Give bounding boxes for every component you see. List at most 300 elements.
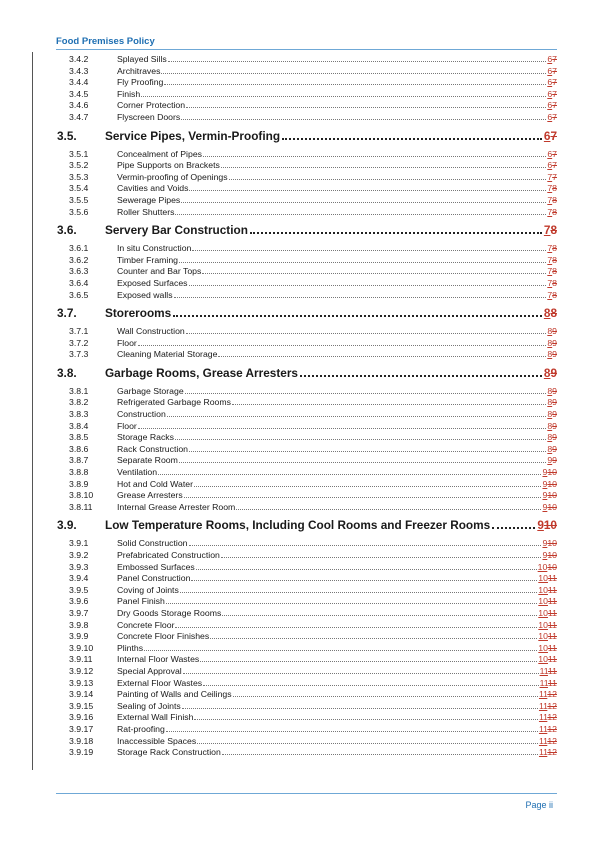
toc-entry-title: Prefabricated Construction: [117, 550, 220, 560]
toc-entry[interactable]: [57, 596, 557, 608]
toc-page-reference[interactable]: [542, 538, 557, 550]
toc-entry-title: Painting of Walls and Ceilings: [117, 689, 232, 700]
toc-page-reference[interactable]: [547, 100, 557, 112]
dot-leader: [185, 392, 547, 394]
inserted-page-number: 11: [538, 735, 548, 746]
inserted-page-number: 6: [547, 77, 553, 88]
toc-entry[interactable]: [57, 195, 557, 207]
toc-entry-title: Ventilation: [117, 467, 158, 478]
inserted-page-number: 7: [547, 243, 553, 254]
table-of-contents: [57, 54, 557, 759]
inserted-page-number: 9: [542, 490, 548, 501]
toc-entry[interactable]: [57, 54, 557, 66]
inserted-page-number: 6: [547, 88, 553, 99]
toc-page-reference[interactable]: [542, 479, 557, 491]
toc-entry[interactable]: [57, 467, 557, 479]
toc-section-heading[interactable]: [57, 223, 557, 238]
toc-entry-title: In situ Construction: [117, 243, 192, 254]
inserted-page-number: 11: [539, 665, 548, 676]
toc-entry-title: Floor: [117, 420, 137, 431]
toc-entry-number: 3.9.19: [69, 747, 94, 758]
toc-entry-number: 3.9.15: [69, 700, 94, 711]
toc-entry-title: Architraves: [117, 65, 161, 76]
toc-page-reference[interactable]: [542, 467, 557, 479]
toc-entry-number: 3.8.9: [69, 478, 89, 489]
toc-entry-number: 3.9.18: [69, 735, 94, 746]
dot-leader: [175, 438, 546, 440]
deleted-page-number: 8: [552, 266, 557, 277]
toc-entry-number: 3.5.4: [69, 183, 89, 194]
toc-entry-title: Roller Shutters: [117, 206, 175, 217]
toc-entry[interactable]: [57, 77, 557, 89]
inserted-page-number: 7: [547, 183, 553, 194]
toc-entry-title: Panel Finish: [117, 596, 165, 607]
deleted-page-number: 11: [547, 677, 557, 688]
toc-page-reference[interactable]: [547, 421, 557, 433]
toc-page-reference[interactable]: [547, 290, 557, 302]
toc-entry[interactable]: [57, 89, 557, 101]
toc-entry-title: Internal Floor Wastes: [117, 654, 200, 665]
toc-entry-title: Dry Goods Storage Rooms: [117, 607, 222, 618]
inserted-page-number: 10: [538, 654, 548, 665]
toc-page-reference[interactable]: [547, 89, 557, 101]
toc-page-reference[interactable]: [539, 689, 557, 701]
inserted-page-number: 9: [547, 455, 553, 466]
toc-entry-number: 3.8.10: [69, 490, 94, 501]
toc-entry[interactable]: [57, 631, 557, 643]
toc-page-reference[interactable]: [538, 654, 557, 666]
toc-entry[interactable]: [57, 172, 557, 184]
inserted-page-number: 6: [547, 148, 553, 159]
toc-entry-number: 3.9.4: [69, 573, 89, 584]
dot-leader: [166, 602, 537, 604]
toc-page-reference[interactable]: [539, 724, 557, 736]
deleted-page-number: 8: [552, 289, 557, 300]
toc-entry-title: Embossed Surfaces: [117, 561, 195, 572]
toc-entry-number: 3.8.6: [69, 443, 89, 454]
toc-page-reference[interactable]: [542, 550, 557, 562]
toc-page-reference[interactable]: [547, 349, 557, 361]
inserted-page-number: 6: [543, 128, 551, 143]
inserted-page-number: 6: [547, 65, 553, 76]
toc-entry-title: Coving of Joints: [117, 584, 179, 595]
inserted-page-number: 7: [547, 194, 553, 205]
toc-entry-number: 3.9.: [57, 518, 77, 533]
inserted-page-number: 7: [547, 266, 553, 277]
toc-entry-title: Solid Construction: [117, 538, 188, 549]
dot-leader: [200, 660, 537, 662]
toc-entry[interactable]: [57, 409, 557, 421]
toc-entry-title: Hot and Cold Water: [117, 478, 193, 489]
toc-entry[interactable]: [57, 455, 557, 467]
toc-page-reference[interactable]: [538, 573, 557, 585]
toc-entry-title: Plinths: [117, 642, 144, 653]
inserted-page-number: 10: [537, 561, 548, 572]
inserted-page-number: 7: [547, 206, 553, 217]
dot-leader: [218, 355, 546, 357]
deleted-page-number: 8: [552, 277, 557, 288]
toc-entry[interactable]: [57, 444, 557, 456]
dot-leader: [181, 118, 546, 120]
toc-page-reference[interactable]: [538, 596, 557, 608]
page-number: Page ii: [525, 800, 553, 810]
inserted-page-number: 8: [547, 385, 553, 396]
dot-leader: [168, 60, 547, 62]
inserted-page-number: 8: [543, 365, 551, 380]
inserted-page-number: 11: [538, 747, 548, 758]
toc-page-reference[interactable]: [544, 129, 557, 144]
toc-entry[interactable]: [57, 538, 557, 550]
toc-page-reference[interactable]: [547, 149, 557, 161]
inserted-page-number: 11: [539, 677, 548, 688]
toc-page-reference[interactable]: [538, 562, 557, 574]
toc-entry-number: 3.6.1: [69, 243, 89, 254]
toc-entry-title: Grease Arresters: [117, 490, 183, 501]
inserted-page-number: 10: [538, 584, 548, 595]
deleted-page-number: 9: [552, 326, 557, 337]
toc-entry-number: 3.6.: [57, 223, 77, 238]
toc-page-reference[interactable]: [544, 306, 557, 321]
toc-entry[interactable]: [57, 397, 557, 409]
toc-entry[interactable]: [57, 573, 557, 585]
dot-leader: [203, 684, 538, 686]
dot-leader: [203, 155, 546, 157]
toc-entry[interactable]: [57, 207, 557, 219]
inserted-page-number: 9: [542, 550, 548, 560]
toc-page-reference[interactable]: [539, 701, 557, 713]
inserted-page-number: 8: [547, 420, 553, 431]
toc-entry[interactable]: [57, 736, 557, 748]
dot-leader: [189, 189, 546, 191]
toc-entry[interactable]: [57, 112, 557, 124]
deleted-page-number: 9: [552, 432, 557, 443]
inserted-page-number: 8: [547, 443, 553, 454]
toc-entry-number: 3.4.2: [69, 54, 89, 64]
toc-entry-title: Counter and Bar Tops: [117, 266, 202, 277]
inserted-page-number: 8: [547, 349, 553, 360]
inserted-page-number: 11: [538, 700, 548, 711]
toc-entry-number: 3.5.1: [69, 148, 89, 159]
toc-entry-title: Cavities and Voids: [117, 183, 189, 194]
inserted-page-number: 10: [538, 596, 548, 607]
dot-leader: [282, 137, 542, 140]
toc-entry-title: Low Temperature Rooms, Including Cool Rooms and Freezer Rooms: [105, 518, 491, 533]
toc-entry-number: 3.7.: [57, 306, 77, 321]
dot-leader: [138, 427, 547, 429]
deleted-page-number: 11: [547, 631, 557, 642]
deleted-page-number: 11: [547, 665, 557, 676]
toc-entry-number: 3.6.3: [69, 266, 89, 277]
inserted-page-number: 11: [538, 689, 548, 700]
toc-entry[interactable]: [57, 290, 557, 302]
toc-page-reference[interactable]: [537, 518, 557, 533]
toc-entry[interactable]: [57, 747, 557, 759]
toc-page-reference[interactable]: [539, 736, 557, 748]
inserted-page-number: 7: [547, 254, 553, 265]
inserted-page-number: 8: [547, 432, 553, 443]
deleted-page-number: 10: [547, 490, 557, 501]
inserted-page-number: 10: [538, 573, 548, 584]
toc-entry[interactable]: [57, 490, 557, 502]
toc-entry[interactable]: [57, 421, 557, 433]
revision-bar: [32, 52, 33, 770]
deleted-page-number: 11: [547, 573, 557, 584]
deleted-page-number: 7: [552, 111, 557, 122]
toc-entry[interactable]: [57, 643, 557, 655]
toc-entry-number: 3.5.6: [69, 206, 89, 217]
dot-leader: [186, 332, 547, 334]
toc-entry[interactable]: [57, 502, 557, 514]
toc-entry[interactable]: [57, 689, 557, 701]
toc-page-reference[interactable]: [547, 409, 557, 421]
toc-entry-title: Wall Construction: [117, 326, 185, 337]
toc-entry[interactable]: [57, 326, 557, 338]
inserted-page-number: 7: [547, 171, 553, 182]
toc-page-reference[interactable]: [547, 278, 557, 290]
toc-page-reference[interactable]: [542, 490, 557, 502]
toc-entry-number: 3.9.6: [69, 596, 89, 607]
toc-entry-title: Concrete Floor: [117, 619, 175, 630]
deleted-page-number: 7: [552, 88, 557, 99]
toc-page-reference[interactable]: [547, 243, 557, 255]
toc-section-heading[interactable]: [57, 366, 557, 381]
deleted-page-number: 8: [552, 194, 557, 205]
inserted-page-number: 11: [538, 712, 548, 723]
toc-page-reference[interactable]: [547, 266, 557, 278]
toc-entry[interactable]: [57, 432, 557, 444]
dot-leader: [144, 649, 537, 651]
toc-page-reference[interactable]: [538, 620, 557, 632]
toc-entry-title: Storage Rack Construction: [117, 747, 221, 758]
deleted-page-number: 12: [547, 735, 557, 746]
toc-entry[interactable]: [57, 386, 557, 398]
deleted-page-number: 9: [552, 455, 557, 466]
toc-page-reference[interactable]: [547, 386, 557, 398]
deleted-page-number: 9: [552, 385, 557, 396]
toc-page-reference[interactable]: [538, 631, 557, 643]
inserted-page-number: 8: [543, 306, 551, 321]
inserted-page-number: 6: [547, 160, 553, 171]
toc-entry-number: 3.8.7: [69, 455, 89, 466]
toc-entry-title: Concealment of Pipes: [117, 148, 202, 159]
deleted-page-number: 12: [547, 747, 557, 758]
dot-leader: [173, 314, 542, 317]
toc-entry-title: Garbage Rooms, Grease Arresters: [105, 365, 298, 380]
toc-entry-title: External Floor Wastes: [117, 677, 203, 688]
inserted-page-number: 6: [547, 54, 553, 64]
dot-leader: [174, 296, 547, 298]
toc-entry-title: Rat-proofing: [117, 723, 165, 734]
toc-entry-title: Service Pipes, Vermin-Proofing: [105, 128, 281, 143]
toc-entry-number: 3.4.4: [69, 77, 89, 88]
toc-page-reference[interactable]: [547, 77, 557, 89]
toc-entry[interactable]: [57, 183, 557, 195]
toc-entry[interactable]: [57, 620, 557, 632]
dot-leader: [186, 106, 546, 108]
document-header-title: Food Premises Policy: [56, 36, 155, 47]
deleted-page-number: 8: [552, 206, 557, 217]
deleted-page-number: 10: [547, 561, 557, 572]
toc-entry[interactable]: [57, 678, 557, 690]
toc-entry[interactable]: [57, 724, 557, 736]
deleted-page-number: 10: [543, 518, 557, 533]
toc-entry-title: Storage Racks: [117, 432, 174, 443]
dot-leader: [161, 72, 546, 74]
deleted-page-number: 7: [552, 171, 557, 182]
deleted-page-number: 8: [550, 223, 557, 238]
toc-page-reference[interactable]: [547, 160, 557, 172]
deleted-page-number: 9: [552, 420, 557, 431]
toc-entry-title: Exposed Surfaces: [117, 277, 188, 288]
toc-page-reference[interactable]: [547, 326, 557, 338]
toc-entry[interactable]: [57, 654, 557, 666]
deleted-page-number: 9: [552, 349, 557, 360]
toc-page-reference[interactable]: [547, 432, 557, 444]
dot-leader: [492, 526, 535, 529]
deleted-page-number: 11: [547, 642, 557, 653]
dot-leader: [184, 496, 542, 498]
toc-entry[interactable]: [57, 149, 557, 161]
toc-entry[interactable]: [57, 550, 557, 562]
toc-entry[interactable]: [57, 266, 557, 278]
inserted-page-number: 7: [543, 223, 551, 238]
toc-entry[interactable]: [57, 100, 557, 112]
toc-entry-number: 3.8.1: [69, 385, 89, 396]
toc-section-heading[interactable]: [57, 306, 557, 321]
toc-entry[interactable]: [57, 666, 557, 678]
dot-leader: [194, 718, 538, 720]
toc-entry-number: 3.5.5: [69, 194, 89, 205]
toc-entry-number: 3.9.1: [69, 538, 89, 549]
toc-section-heading[interactable]: [57, 518, 557, 533]
toc-entry-title: Exposed walls: [117, 289, 173, 300]
toc-page-reference[interactable]: [542, 502, 557, 514]
dot-leader: [221, 166, 546, 168]
toc-entry-number: 3.8.: [57, 365, 77, 380]
footer-rule: [56, 793, 557, 794]
toc-entry-title: Storerooms: [105, 306, 172, 321]
deleted-page-number: 9: [552, 337, 557, 348]
toc-entry[interactable]: [57, 712, 557, 724]
toc-entry[interactable]: [57, 278, 557, 290]
toc-entry[interactable]: [57, 479, 557, 491]
toc-entry[interactable]: [57, 243, 557, 255]
deleted-page-number: 12: [547, 723, 557, 734]
toc-entry-number: 3.9.14: [69, 689, 94, 700]
dot-leader: [300, 374, 542, 377]
toc-page-reference[interactable]: [547, 444, 557, 456]
toc-entry-number: 3.4.7: [69, 111, 89, 122]
toc-entry-number: 3.9.10: [69, 642, 94, 653]
toc-entry-number: 3.5.3: [69, 171, 89, 182]
dot-leader: [175, 626, 537, 628]
toc-entry[interactable]: [57, 66, 557, 78]
toc-page-reference[interactable]: [547, 54, 557, 66]
toc-entry-number: 3.9.7: [69, 607, 89, 618]
toc-page-reference[interactable]: [539, 712, 557, 724]
toc-entry-title: Sealing of Joints: [117, 700, 181, 711]
toc-page-reference[interactable]: [547, 66, 557, 78]
inserted-page-number: 10: [538, 607, 548, 618]
dot-leader: [197, 742, 538, 744]
inserted-page-number: 10: [538, 619, 548, 630]
toc-page-reference[interactable]: [544, 366, 557, 381]
toc-section-heading[interactable]: [57, 129, 557, 144]
toc-entry-number: 3.5.2: [69, 160, 89, 171]
inserted-page-number: 8: [547, 337, 553, 348]
toc-page-reference[interactable]: [538, 643, 557, 655]
toc-entry-number: 3.9.17: [69, 723, 94, 734]
toc-page-reference[interactable]: [547, 183, 557, 195]
toc-entry-number: 3.8.4: [69, 420, 89, 431]
deleted-page-number: 8: [550, 306, 557, 321]
toc-page-reference[interactable]: [538, 608, 557, 620]
toc-entry[interactable]: [57, 255, 557, 267]
toc-page-reference[interactable]: [539, 747, 557, 759]
toc-entry-number: 3.9.2: [69, 550, 89, 560]
toc-entry-number: 3.4.5: [69, 88, 89, 99]
deleted-page-number: 12: [547, 700, 557, 711]
dot-leader: [233, 695, 538, 697]
toc-entry-number: 3.6.2: [69, 254, 89, 265]
toc-entry-number: 3.7.2: [69, 337, 89, 348]
dot-leader: [202, 272, 546, 274]
toc-entry-title: Flyscreen Doors: [117, 111, 181, 122]
inserted-page-number: 7: [547, 289, 553, 300]
toc-entry[interactable]: [57, 160, 557, 172]
deleted-page-number: 12: [547, 712, 557, 723]
toc-entry[interactable]: [57, 585, 557, 597]
toc-entry-number: 3.9.3: [69, 561, 89, 572]
toc-entry[interactable]: [57, 608, 557, 620]
dot-leader: [250, 231, 542, 234]
toc-entry-title: Cleaning Material Storage: [117, 349, 218, 360]
toc-entry-title: Pipe Supports on Brackets: [117, 160, 220, 171]
toc-page-reference[interactable]: [547, 172, 557, 184]
toc-entry-title: Panel Construction: [117, 573, 191, 584]
toc-entry-title: Garbage Storage: [117, 385, 184, 396]
toc-entry-number: 3.5.: [57, 128, 77, 143]
toc-page-reference[interactable]: [540, 666, 557, 678]
toc-page-reference[interactable]: [547, 397, 557, 409]
toc-entry-title: Floor: [117, 337, 137, 348]
dot-leader: [232, 403, 546, 405]
inserted-page-number: 7: [547, 277, 553, 288]
toc-page-reference[interactable]: [538, 585, 557, 597]
dot-leader: [179, 461, 546, 463]
dot-leader: [166, 730, 538, 732]
toc-page-reference[interactable]: [547, 455, 557, 467]
toc-page-reference[interactable]: [540, 678, 557, 690]
toc-entry-number: 3.4.3: [69, 65, 89, 76]
toc-entry-number: 3.9.13: [69, 677, 94, 688]
toc-page-reference[interactable]: [544, 223, 557, 238]
toc-page-reference[interactable]: [547, 255, 557, 267]
dot-leader: [167, 415, 547, 417]
toc-entry[interactable]: [57, 338, 557, 350]
deleted-page-number: 7: [550, 128, 557, 143]
toc-entry[interactable]: [57, 701, 557, 713]
toc-page-reference[interactable]: [547, 338, 557, 350]
toc-entry[interactable]: [57, 562, 557, 574]
toc-page-reference[interactable]: [547, 207, 557, 219]
toc-entry[interactable]: [57, 349, 557, 361]
inserted-page-number: 9: [542, 538, 548, 549]
toc-entry-number: 3.8.11: [69, 501, 93, 512]
toc-page-reference[interactable]: [547, 195, 557, 207]
toc-page-reference[interactable]: [547, 112, 557, 124]
toc-entry-title: Rack Construction: [117, 443, 188, 454]
